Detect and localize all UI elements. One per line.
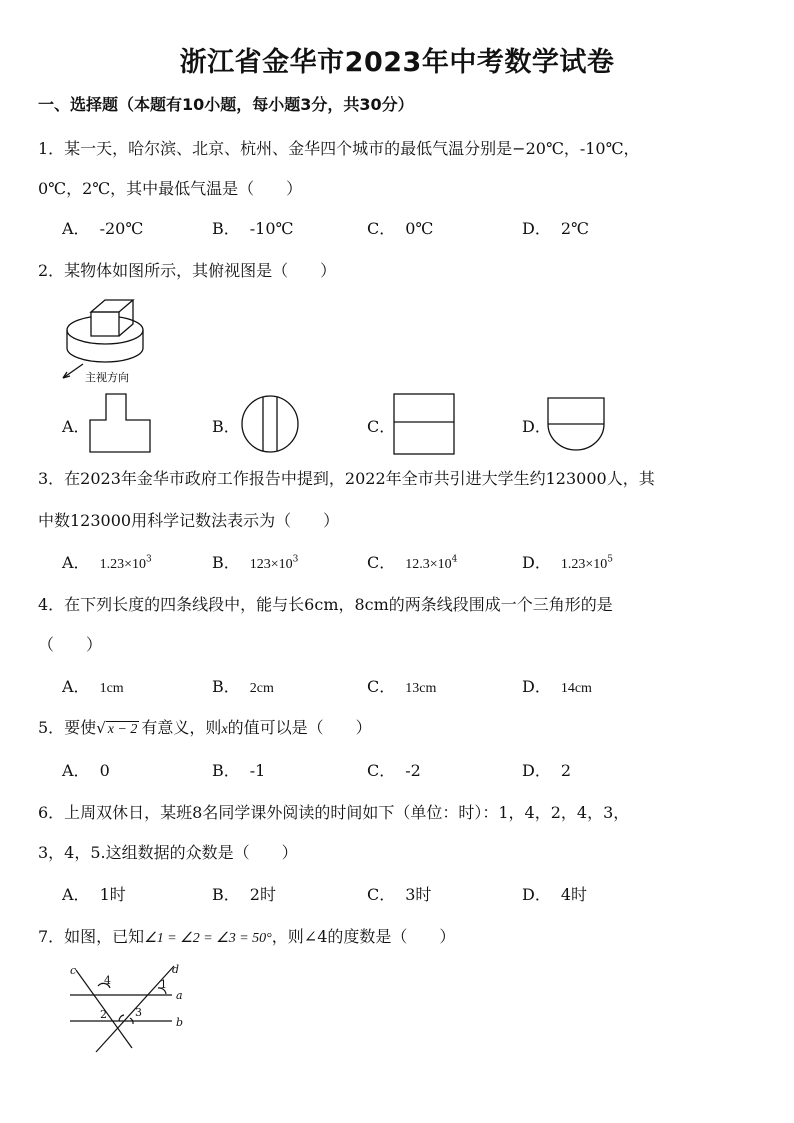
option-b[interactable]: B． <box>212 417 240 436</box>
option-b[interactable]: B． $123\times 10^3$ <box>212 553 299 572</box>
radicand: x − 2 <box>107 722 138 737</box>
option-d[interactable]: D． 2 <box>522 761 572 780</box>
label-angle-1: 1 <box>160 978 167 991</box>
option-c[interactable]: C． 13cm <box>367 677 437 696</box>
option-c[interactable]: C． 3时 <box>367 885 432 904</box>
option-a[interactable]: A． 0 <box>62 761 110 780</box>
question-1-options <box>62 216 762 240</box>
parallel-lines-figure <box>62 960 192 1056</box>
option-b[interactable]: B． 2时 <box>212 885 276 904</box>
question-6-options <box>62 882 762 906</box>
option-b[interactable]: B． -10℃ <box>212 219 294 238</box>
question-4-line-2: （ ） <box>38 635 103 654</box>
page-title: 浙江省金华市2023年中考数学试卷 <box>179 47 615 78</box>
question-6-line-1: 6．上周双休日，某班8名同学课外阅读的时间如下（单位：时）：1，4，2，4，3， <box>38 803 630 822</box>
sqrt-sign: √ <box>96 719 106 737</box>
option-a[interactable]: A． 1cm <box>62 677 124 696</box>
option-c-rectangle <box>392 392 456 456</box>
question-2-line-1: 2．某物体如图所示，其俯视图是（ ） <box>38 261 337 280</box>
question-3-line-2: 中数123000用科学记数法表示为（ ） <box>38 511 340 530</box>
option-b-circle <box>240 394 300 454</box>
option-a[interactable]: A． -20℃ <box>62 219 144 238</box>
label-d: d <box>172 963 180 976</box>
label-a: a <box>176 989 183 1002</box>
question-1-line-1: 1．某一天，哈尔滨、北京、杭州、金华四个城市的最低气温分别是−20℃，-10℃， <box>38 139 640 158</box>
question-5-line: 5．要使√ x − 2 有意义，则x的值可以是（ ） <box>38 718 372 737</box>
section-heading: 一、选择题（本题有10小题，每小题3分，共30分） <box>38 95 414 114</box>
option-d-semicircle <box>546 396 606 452</box>
option-d[interactable]: D． $1.23\times 10^5$ <box>522 553 613 572</box>
question-5-options <box>62 758 762 782</box>
figure-caption: 主视方向 <box>85 371 129 384</box>
option-d[interactable]: D． 2℃ <box>522 219 589 238</box>
angle-condition: ∠1 = ∠2 = ∠3 = 50° <box>144 931 272 946</box>
question-4-options <box>62 674 762 698</box>
question-6-line-2: 3，4，5.这组数据的众数是（ ） <box>38 843 298 862</box>
question-7-line: 7．如图，已知∠1 = ∠2 = ∠3 = 50°，则∠4的度数是（ ） <box>38 927 456 946</box>
option-a-t-shape <box>88 392 152 456</box>
question-3-line-1: 3．在2023年金华市政府工作报告中提到，2022年全市共引进大学生约123000人，其 <box>38 469 655 488</box>
option-d[interactable]: D． <box>522 417 551 436</box>
option-b[interactable]: B． -1 <box>212 761 266 780</box>
option-a[interactable]: A． <box>62 417 90 436</box>
option-c[interactable]: C． 0℃ <box>367 219 434 238</box>
option-c[interactable]: C． <box>367 417 396 436</box>
question-1-line-2: 0℃，2℃，其中最低气温是（ ） <box>38 179 303 198</box>
label-angle-4: 4 <box>104 974 111 987</box>
question-2-options <box>62 392 762 456</box>
label-angle-2: 2 <box>100 1008 107 1021</box>
solid-figure <box>55 292 165 384</box>
question-3-options <box>62 550 762 574</box>
option-d[interactable]: D． 14cm <box>522 677 592 696</box>
option-b[interactable]: B． 2cm <box>212 677 274 696</box>
label-angle-3: 3 <box>135 1006 142 1019</box>
label-b: b <box>176 1016 184 1029</box>
option-a[interactable]: A． 1时 <box>62 885 126 904</box>
label-c: c <box>70 964 77 977</box>
option-d[interactable]: D． 4时 <box>522 885 588 904</box>
option-c[interactable]: C． -2 <box>367 761 421 780</box>
option-c[interactable]: C． $12.3\times 10^4$ <box>367 553 458 572</box>
question-4-line-1: 4．在下列长度的四条线段中，能与长6cm，8cm的两条线段围成一个三角形的是 <box>38 595 613 614</box>
option-a[interactable]: A． $1.23\times 10^3$ <box>62 553 152 572</box>
